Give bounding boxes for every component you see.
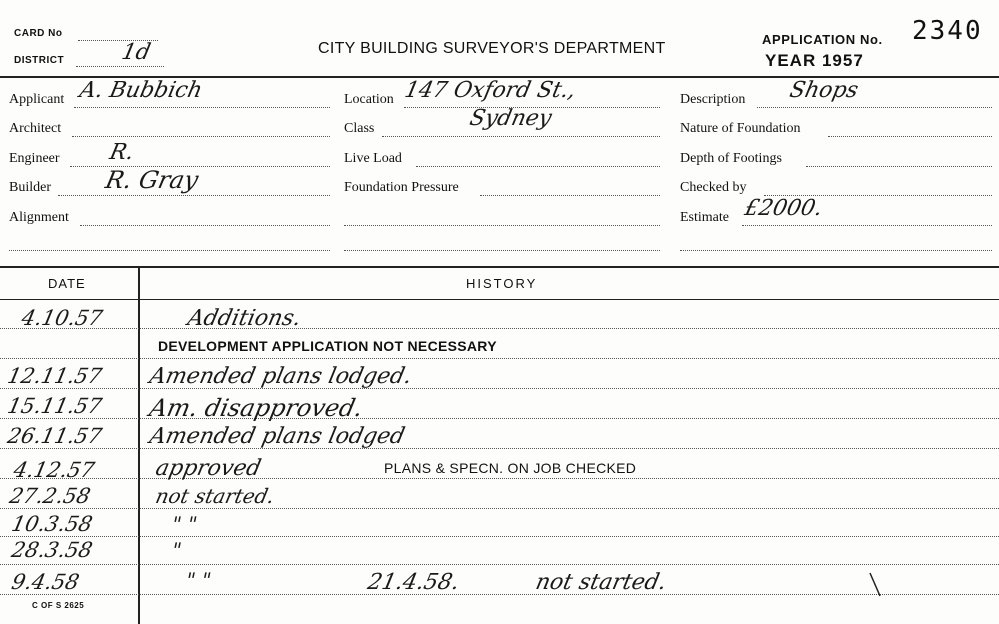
district-line <box>76 66 164 67</box>
estimate-label: Estimate <box>680 210 729 225</box>
history-entry: approved <box>153 456 264 481</box>
district-label: DISTRICT <box>14 55 65 66</box>
description-label: Description <box>680 92 746 107</box>
stamp-development-application: DEVELOPMENT APPLICATION NOT NECESSARY <box>158 338 497 354</box>
applicant-label: Applicant <box>9 92 65 107</box>
date-header: DATE <box>48 276 86 291</box>
history-date: 4.10.57 <box>19 306 105 330</box>
history-date: 4.12.57 <box>11 458 97 482</box>
date-column-divider <box>138 266 140 624</box>
application-number: 2340 <box>912 16 983 46</box>
application-label: APPLICATION No. <box>762 32 883 47</box>
class-label: Class <box>344 121 375 136</box>
foundation-pressure-label: Foundation Pressure <box>344 180 459 195</box>
applicant-value: A. Bubbich <box>77 78 205 103</box>
history-header-rule <box>0 299 999 300</box>
engineer-value: R. <box>107 140 137 165</box>
nature-of-foundation-label: Nature of Foundation <box>680 121 801 136</box>
location-value: 147 Oxford St., <box>402 78 578 103</box>
depth-of-footings-label: Depth of Footings <box>680 151 782 166</box>
history-entry: Amended plans lodged <box>147 424 408 449</box>
year-label: YEAR 1957 <box>765 51 864 70</box>
stamp-plans-checked: PLANS & SPECN. ON JOB CHECKED <box>384 460 637 476</box>
checked-by-label: Checked by <box>680 180 747 195</box>
live-load-label: Live Load <box>344 151 402 166</box>
card-no-label: CARD No <box>14 28 63 39</box>
history-date: 10.3.58 <box>9 512 95 536</box>
history-date: 26.11.57 <box>5 424 105 448</box>
history-date: 12.11.57 <box>5 364 105 388</box>
history-date: 9.4.58 <box>9 570 82 594</box>
history-entry: not started. <box>153 484 277 508</box>
form-code: C OF S 2625 <box>32 601 85 610</box>
history-late-entry: not started. <box>533 570 669 595</box>
builder-label: Builder <box>9 180 51 195</box>
history-entry: Am. disapproved. <box>147 394 366 422</box>
history-date: 28.3.58 <box>9 538 95 562</box>
engineer-label: Engineer <box>9 151 60 166</box>
history-entry: " " <box>169 512 200 536</box>
location-label: Location <box>344 92 394 107</box>
history-entry: " " <box>183 568 214 592</box>
architect-label: Architect <box>9 121 62 136</box>
description-value: Shops <box>787 78 861 103</box>
district-value: 1d <box>119 40 153 65</box>
class-value: Sydney <box>467 106 554 131</box>
history-top-rule <box>0 266 999 268</box>
history-date: 15.11.57 <box>5 394 105 418</box>
alignment-label: Alignment <box>9 210 69 225</box>
estimate-value: £2000. <box>742 196 825 221</box>
history-date: 27.2.58 <box>7 484 93 508</box>
history-header: HISTORY <box>466 276 538 291</box>
builder-value: R. Gray <box>103 166 201 194</box>
department-title: CITY BUILDING SURVEYOR'S DEPARTMENT <box>318 40 666 57</box>
history-late-date: 21.4.58. <box>365 570 462 595</box>
history-entry: Additions. <box>185 306 304 331</box>
history-entry: Amended plans lodged. <box>147 364 415 389</box>
pen-mark <box>866 570 886 600</box>
history-entry: " <box>169 538 184 562</box>
